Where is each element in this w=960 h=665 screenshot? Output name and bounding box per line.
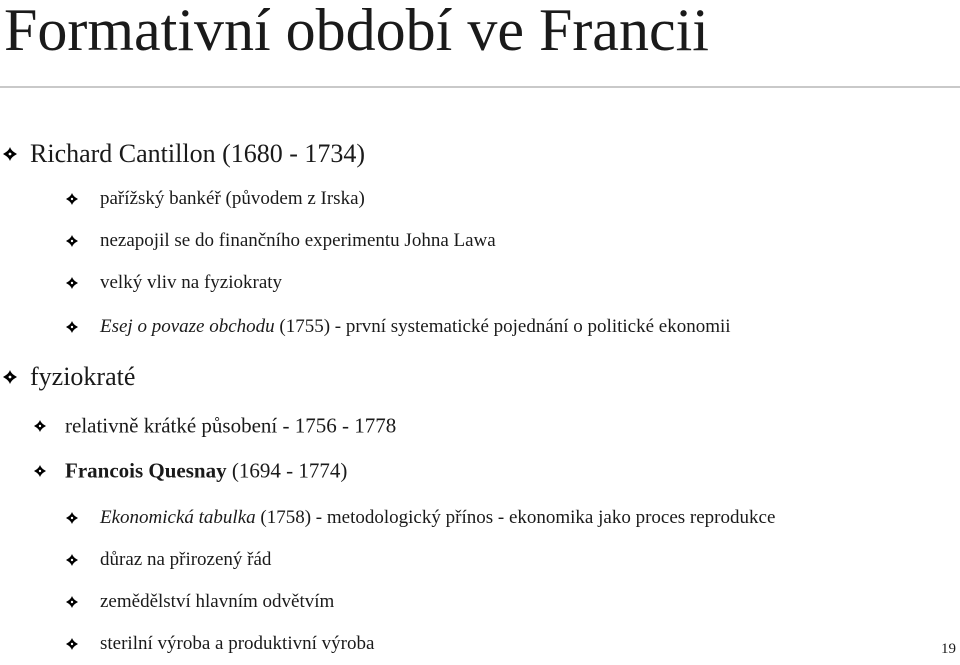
fleuron-bullet-icon — [66, 638, 78, 650]
page-number: 19 — [941, 641, 956, 657]
bullet-text: velký vliv na fyziokraty — [100, 272, 283, 293]
fleuron-bullet-icon — [34, 420, 46, 432]
fleuron-bullet-icon — [66, 235, 78, 247]
fleuron-bullet-icon — [66, 193, 78, 205]
bullet-text: relativně krátké působení - 1756 - 1778 — [65, 413, 397, 438]
bullet-kratke-pusobeni — [0, 405, 960, 447]
bullet-text-rest: (1694 - 1774) — [226, 458, 348, 483]
person-name: Francois Quesnay — [65, 458, 227, 483]
bullet-text: fyziokraté — [30, 362, 136, 391]
fleuron-bullet-icon — [34, 465, 46, 477]
bullet-text — [100, 507, 775, 529]
bullet-fyziokrate — [0, 355, 960, 399]
bullet-ekonomicka-tabulka — [0, 497, 960, 539]
bullet-text: důraz na přirozený řád — [100, 549, 272, 570]
bullet-prirozeny-rad — [0, 539, 960, 581]
bullet-text: nezapojil se do finančního experimentu Johna Lawa — [100, 230, 496, 251]
bullet-text: zemědělství hlavním odvětvím — [100, 591, 335, 612]
fleuron-bullet-icon — [66, 554, 78, 566]
bullet-vliv-fyziokraty — [0, 264, 960, 302]
fleuron-bullet-icon — [66, 512, 78, 524]
bullet-francois-quesnay — [0, 450, 960, 492]
bullet-text — [65, 459, 347, 484]
bullet-text — [100, 316, 731, 338]
bullet-text-rest: (1755) - první systematické pojednání o politické ekonomii — [274, 316, 731, 337]
fleuron-bullet-icon — [66, 277, 78, 289]
book-title: Esej o povaze obchodu — [100, 316, 275, 337]
fleuron-bullet-icon — [66, 596, 78, 608]
bullet-text: Richard Cantillon (1680 - 1734) — [30, 139, 366, 168]
book-title: Ekonomická tabulka — [100, 507, 256, 528]
slide-title: Formativní období ve Francii — [4, 0, 709, 63]
title-divider — [0, 86, 960, 88]
fleuron-bullet-icon — [3, 370, 17, 384]
fleuron-bullet-icon — [66, 321, 78, 333]
fleuron-bullet-icon — [3, 147, 17, 161]
bullet-richard-cantillon — [0, 132, 960, 176]
bullet-parizsky-bankeř — [0, 180, 960, 218]
bullet-text: pařížský bankéř (původem z Irska) — [100, 188, 365, 209]
bullet-john-law — [0, 222, 960, 260]
bullet-zemedelstvi — [0, 581, 960, 623]
bullet-esej — [0, 306, 960, 348]
bullet-text: sterilní výroba a produktivní výroba — [100, 633, 375, 654]
bullet-text-rest: (1758) - metodologický přínos - ekonomika jako proces reprodukce — [255, 507, 776, 528]
